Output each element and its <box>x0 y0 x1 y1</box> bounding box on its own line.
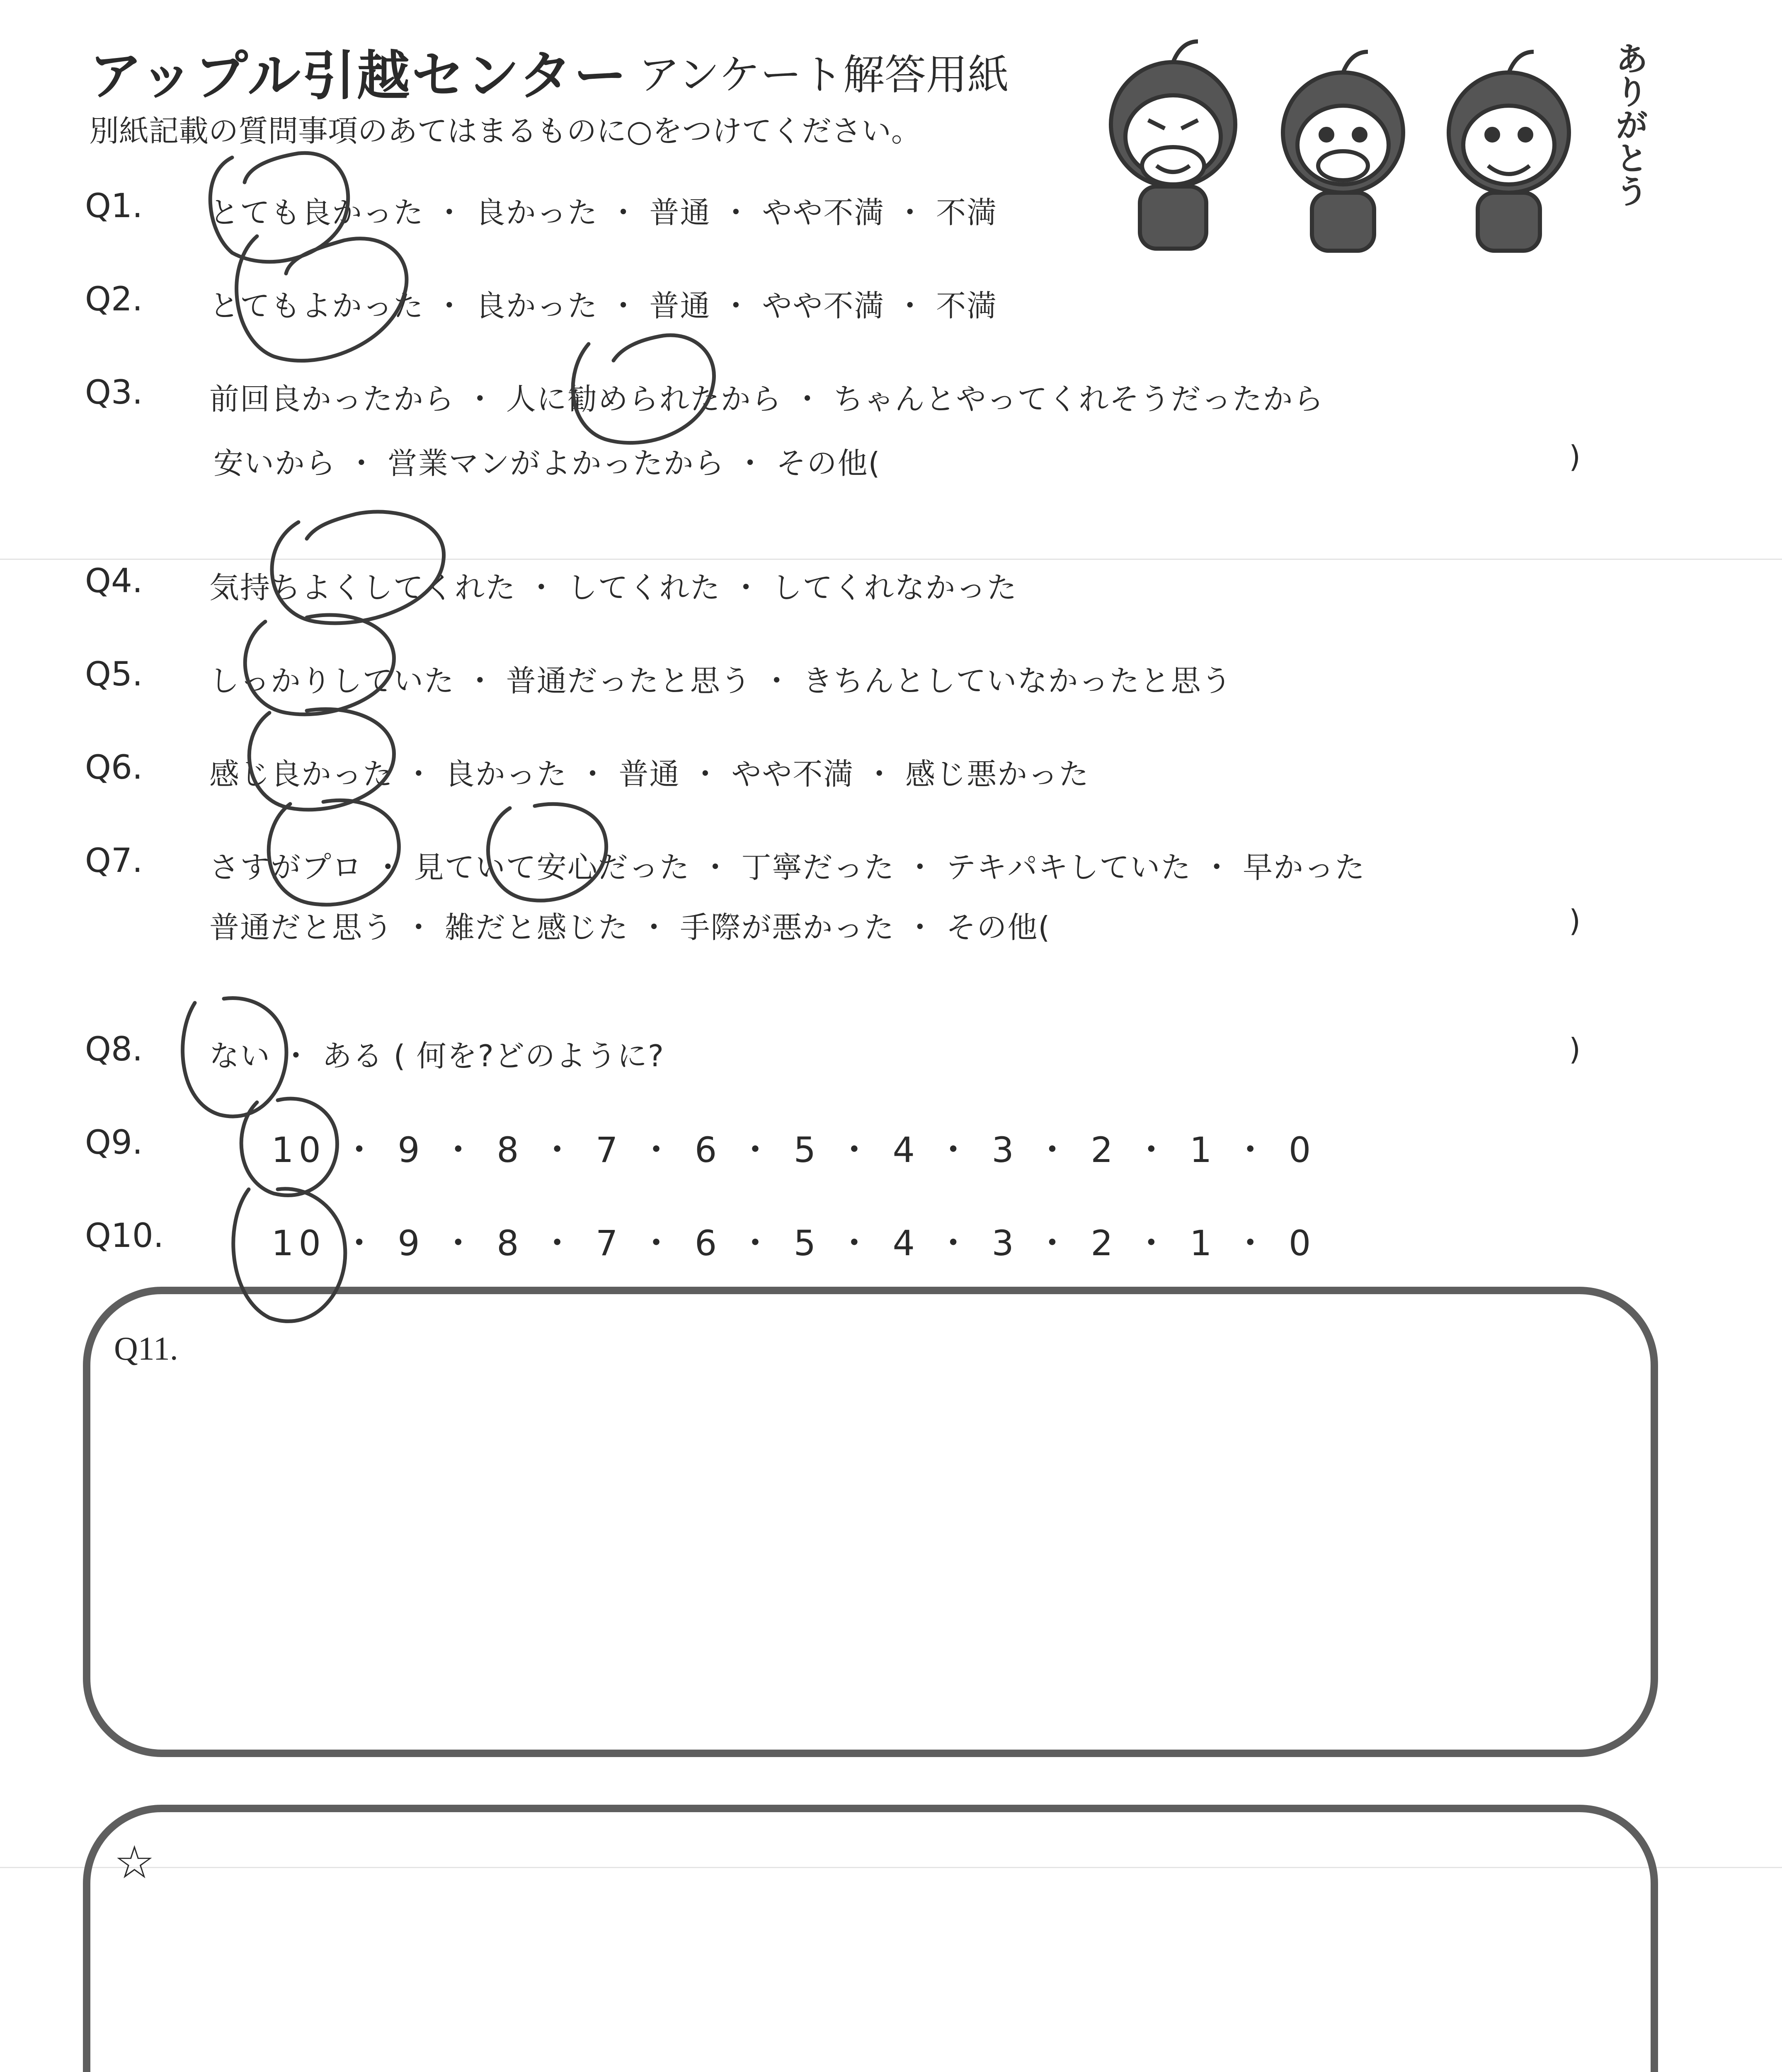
monkey-icon <box>1283 52 1403 251</box>
monkey-icon <box>1111 41 1235 249</box>
question-options[interactable]: さすがプロ ・ 見ていて安心だった ・ 丁寧だった ・ テキパキしていた ・ 早かった <box>209 850 1366 885</box>
question-label: Q2. <box>85 280 143 318</box>
closing-paren: ) <box>1569 439 1581 474</box>
monkey-icon <box>1449 52 1569 251</box>
question-options[interactable]: 前回良かったから ・ 人に勧められたから ・ ちゃんとやってくれそうだったから <box>209 382 1324 416</box>
mascot-illustration <box>1078 29 1650 261</box>
rating-scale[interactable]: 10 ・ 9 ・ 8 ・ 7 ・ 6 ・ 5 ・ 4 ・ 3 ・ 2 ・ 1 ・ 0 <box>272 1223 1316 1264</box>
question-label: Q6. <box>85 748 143 787</box>
q11-label: Q11. <box>114 1331 178 1367</box>
question-label: Q5. <box>85 655 143 693</box>
question-label: Q9. <box>85 1123 143 1162</box>
star-icon: ☆ <box>114 1837 155 1888</box>
closing-paren: ) <box>1569 903 1581 938</box>
form-title: アンケート解答用紙 <box>638 51 1009 99</box>
instruction-text: 別紙記載の質問事項のあてはまるものに○をつけてください。 <box>89 114 921 148</box>
question-options-line2[interactable]: 安いから ・ 営業マンがよかったから ・ その他( <box>213 446 881 481</box>
rating-scale[interactable]: 10 ・ 9 ・ 8 ・ 7 ・ 6 ・ 5 ・ 4 ・ 3 ・ 2 ・ 1 ・ 0 <box>272 1130 1316 1170</box>
question-label: Q8. <box>85 1030 143 1068</box>
question-label: Q4. <box>85 562 143 600</box>
q11-comment-box[interactable] <box>83 1287 1658 1757</box>
question-options[interactable]: 感じ良かった ・ 良かった ・ 普通 ・ やや不満 ・ 感じ悪かった <box>209 757 1090 792</box>
question-options[interactable]: しっかりしていた ・ 普通だったと思う ・ きちんとしていなかったと思う <box>209 663 1232 698</box>
question-options[interactable]: ない ・ ある ( 何を?どのように? <box>209 1038 665 1073</box>
question-label: Q7. <box>85 841 143 880</box>
closing-paren: ) <box>1569 1032 1581 1067</box>
question-options[interactable]: 気持ちよくしてくれた ・ してくれた ・ してくれなかった <box>209 570 1018 605</box>
question-label: Q3. <box>85 373 143 411</box>
question-label: Q1. <box>85 186 143 225</box>
fold-line <box>0 559 1782 560</box>
mascot-caption: ありがとう <box>1610 41 1649 207</box>
company-title: アップル引越センター <box>89 45 628 107</box>
star-comment-box[interactable] <box>83 1805 1658 2072</box>
question-options-line2[interactable]: 普通だと思う ・ 雑だと感じた ・ 手際が悪かった ・ その他( <box>209 910 1051 945</box>
question-options[interactable]: とても良かった ・ 良かった ・ 普通 ・ やや不満 ・ 不満 <box>209 195 998 230</box>
question-options[interactable]: とてもよかった ・ 良かった ・ 普通 ・ やや不満 ・ 不満 <box>209 288 998 323</box>
question-label: Q10. <box>85 1216 164 1255</box>
